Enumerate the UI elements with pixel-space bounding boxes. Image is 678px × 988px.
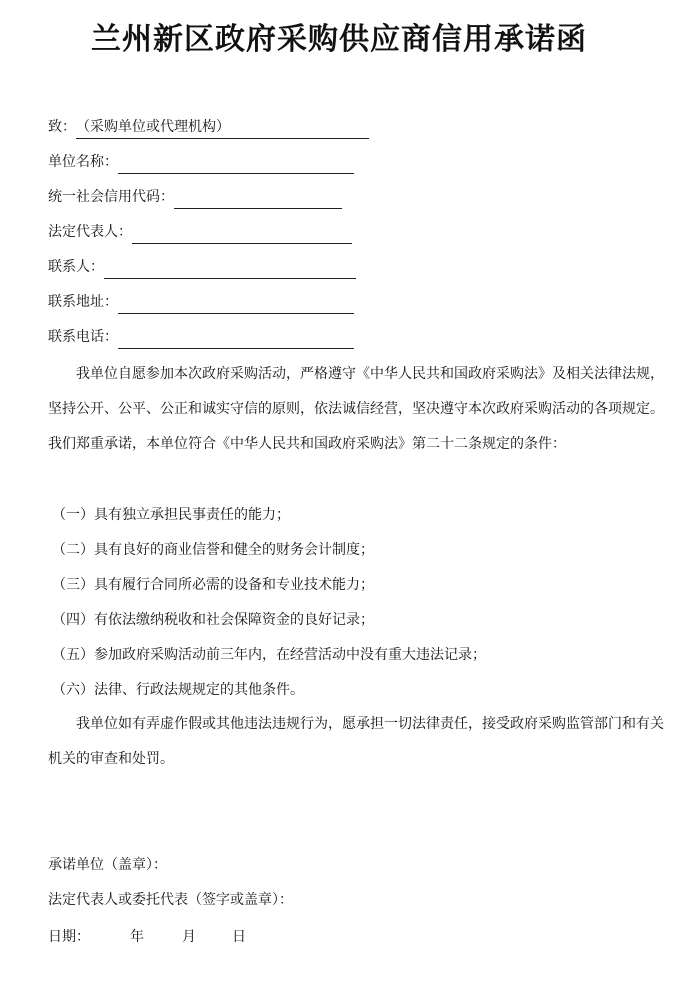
commitment-paragraph: [48, 357, 670, 462]
condition-1: （一）具有独立承担民事责任的能力；: [52, 507, 290, 523]
condition-3: （三）具有履行合同所必需的设备和专业技术能力；: [52, 577, 374, 593]
to-label: 致：: [48, 119, 76, 135]
condition-5: （五）参加政府采购活动前三年内，在经营活动中没有重大违法记录；: [52, 647, 486, 663]
legal-rep-field: [48, 220, 352, 244]
unit-name-blank[interactable]: [118, 151, 354, 174]
date-year: 年: [130, 929, 144, 945]
document-title: 兰州新区政府采购供应商信用承诺函: [91, 22, 587, 57]
legal-rep-label: 法定代表人：: [48, 224, 132, 240]
representative-label: 法定代表人或委托代表（签字或盖章）：: [48, 892, 293, 908]
unit-name-field: [48, 150, 354, 174]
condition-2: （二）具有良好的商业信誉和健全的财务会计制度；: [52, 542, 374, 558]
condition-6: （六）法律、行政法规规定的其他条件。: [52, 682, 304, 698]
phone-blank[interactable]: [118, 326, 354, 349]
liability-text: 我单位如有弄虚作假或其他违法违规行为，愿承担一切法律责任，接受政府采购监管部门和有关机关的审查和处罚。: [48, 716, 664, 767]
condition-4: （四）有依法缴纳税收和社会保障资金的良好记录；: [52, 612, 374, 628]
phone-label: 联系电话：: [48, 329, 118, 345]
credit-code-blank[interactable]: [174, 186, 342, 209]
address-field: [48, 290, 354, 314]
phone-field: [48, 325, 354, 349]
date-line: [48, 925, 246, 949]
date-day: 日: [232, 929, 246, 945]
commitment-text: 我单位自愿参加本次政府采购活动，严格遵守《中华人民共和国政府采购法》及相关法律法规，坚持公开、公平、公正和诚实守信的原则，依法诚信经营，坚决遵守本次政府采购活动的各项规定。我们郑重承诺，本单位符合《中华人民共和国政府采购法》第二十二条规定的条件：: [48, 366, 664, 452]
legal-rep-blank[interactable]: [132, 221, 352, 244]
contact-blank[interactable]: [104, 256, 356, 279]
date-label: 日期：: [48, 929, 90, 945]
unit-name-label: 单位名称：: [48, 154, 118, 170]
address-label: 联系地址：: [48, 294, 118, 310]
liability-paragraph: [48, 707, 670, 777]
credit-code-label: 统一社会信用代码：: [48, 189, 174, 205]
to-field: [48, 115, 369, 139]
address-blank[interactable]: [118, 291, 354, 314]
date-month: 月: [182, 929, 196, 945]
contact-field: [48, 255, 356, 279]
to-value[interactable]: （采购单位或代理机构）: [76, 116, 369, 139]
credit-code-field: [48, 185, 342, 209]
committing-unit-label: 承诺单位（盖章）：: [48, 857, 167, 873]
contact-label: 联系人：: [48, 259, 104, 275]
